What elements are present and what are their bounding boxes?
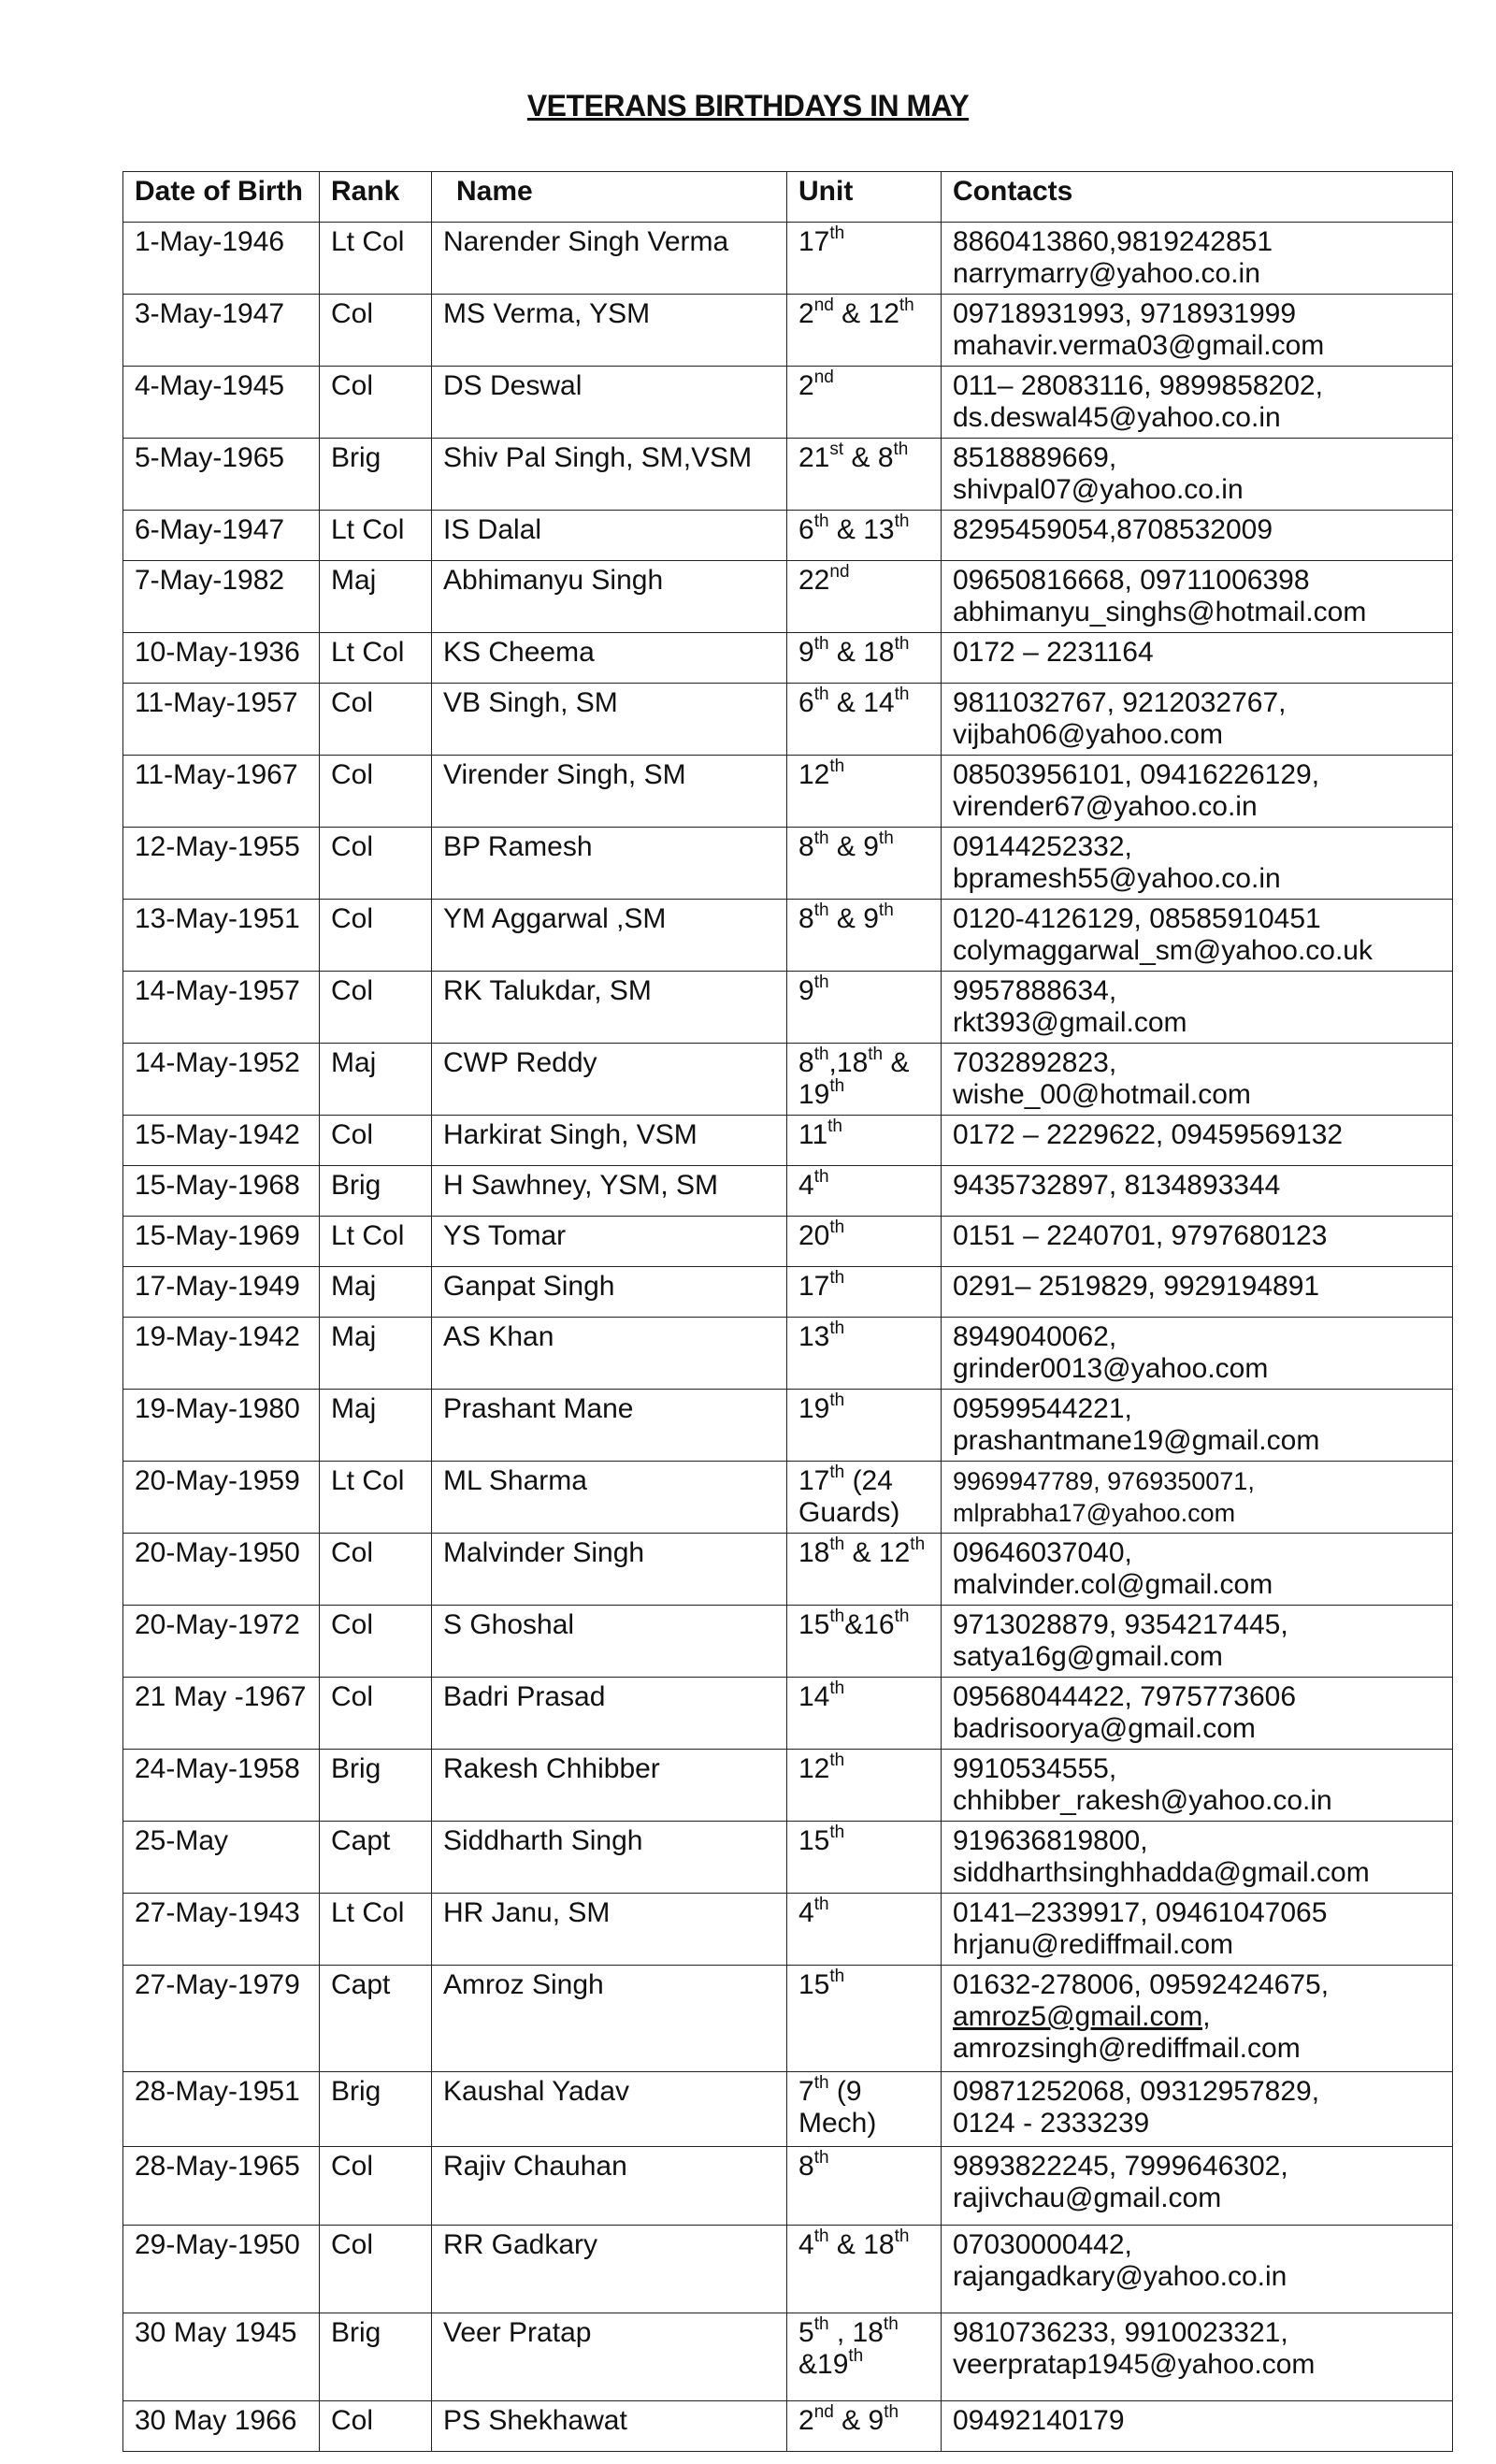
- contact-line: siddharthsinghhadda@gmail.com: [953, 1857, 1370, 1888]
- cell-date-of-birth: 27-May-1943: [123, 1894, 320, 1966]
- cell-contacts: [942, 1166, 1453, 1217]
- header-unit: Unit: [787, 172, 942, 223]
- cell-rank: Col: [320, 2147, 432, 2226]
- cell-name: VB Singh, SM: [432, 684, 787, 756]
- contact-line: 8518889669,: [953, 442, 1117, 473]
- table-row: [123, 1116, 1453, 1166]
- contact-line: 08503956101, 09416226129,: [953, 759, 1320, 790]
- cell-date-of-birth: 24-May-1958: [123, 1750, 320, 1822]
- cell-contacts: [942, 1318, 1453, 1390]
- cell-rank: Col: [320, 972, 432, 1044]
- contact-line: rkt393@gmail.com: [953, 1007, 1187, 1038]
- cell-contacts: [942, 439, 1453, 511]
- table-row: [123, 756, 1453, 828]
- cell-unit: 14th: [787, 1678, 942, 1750]
- contact-line: 9969947789, 9769350071,: [953, 1467, 1255, 1495]
- cell-name: ML Sharma: [432, 1462, 787, 1534]
- table-row: [123, 828, 1453, 900]
- contact-line: shivpal07@yahoo.co.in: [953, 474, 1244, 505]
- cell-rank: Brig: [320, 439, 432, 511]
- table-row: [123, 295, 1453, 367]
- cell-date-of-birth: 28-May-1965: [123, 2147, 320, 2226]
- cell-rank: Col: [320, 367, 432, 439]
- cell-contacts: [942, 1390, 1453, 1462]
- contact-line: 8949040062,: [953, 1321, 1117, 1352]
- cell-name: Virender Singh, SM: [432, 756, 787, 828]
- contact-line: 9435732897, 8134893344: [953, 1170, 1281, 1201]
- cell-name: HR Janu, SM: [432, 1894, 787, 1966]
- cell-contacts: [942, 900, 1453, 972]
- cell-name: Rakesh Chhibber: [432, 1750, 787, 1822]
- contact-line: 7032892823,: [953, 1047, 1117, 1078]
- contact-line: 09492140179: [953, 2405, 1125, 2436]
- contact-line: badrisoorya@gmail.com: [953, 1713, 1256, 1744]
- cell-name: AS Khan: [432, 1318, 787, 1390]
- table-row: [123, 2072, 1453, 2147]
- cell-rank: Maj: [320, 1267, 432, 1318]
- cell-contacts: [942, 2401, 1453, 2452]
- table-row: [123, 367, 1453, 439]
- cell-rank: Col: [320, 684, 432, 756]
- cell-unit: 18th & 12th: [787, 1534, 942, 1606]
- cell-date-of-birth: 15-May-1968: [123, 1166, 320, 1217]
- table-row: [123, 439, 1453, 511]
- cell-rank: Lt Col: [320, 1462, 432, 1534]
- table-row: [123, 1750, 1453, 1822]
- cell-contacts: [942, 1606, 1453, 1678]
- cell-rank: Maj: [320, 1390, 432, 1462]
- cell-contacts: [942, 367, 1453, 439]
- cell-name: Narender Singh Verma: [432, 223, 787, 295]
- cell-name: RR Gadkary: [432, 2226, 787, 2313]
- contact-line: abhimanyu_singhs@hotmail.com: [953, 597, 1367, 627]
- cell-rank: Lt Col: [320, 223, 432, 295]
- cell-date-of-birth: 11-May-1967: [123, 756, 320, 828]
- contact-line: hrjanu@rediffmail.com: [953, 1929, 1234, 1960]
- contact-line: chhibber_rakesh@yahoo.co.in: [953, 1785, 1332, 1816]
- contact-line: 0120-4126129, 08585910451: [953, 903, 1321, 934]
- document-title: VETERANS BIRTHDAYS IN MAY: [526, 89, 970, 122]
- cell-unit: 15th: [787, 1966, 942, 2072]
- cell-unit: 15th: [787, 1822, 942, 1894]
- contact-line: veerpratap1945@yahoo.com: [953, 2349, 1316, 2380]
- cell-contacts: [942, 972, 1453, 1044]
- cell-contacts: [942, 1678, 1453, 1750]
- cell-date-of-birth: 17-May-1949: [123, 1267, 320, 1318]
- cell-name: Shiv Pal Singh, SM,VSM: [432, 439, 787, 511]
- table-row: [123, 2226, 1453, 2313]
- table-row: [123, 2401, 1453, 2452]
- cell-date-of-birth: 20-May-1950: [123, 1534, 320, 1606]
- cell-rank: Col: [320, 1606, 432, 1678]
- cell-rank: Lt Col: [320, 1217, 432, 1267]
- cell-unit: 8th: [787, 2147, 942, 2226]
- cell-contacts: [942, 561, 1453, 633]
- contact-line: 8860413860,9819242851: [953, 226, 1273, 257]
- contact-line: amrozsingh@rediffmail.com: [953, 2033, 1301, 2064]
- cell-rank: Brig: [320, 2072, 432, 2147]
- cell-name: Ganpat Singh: [432, 1267, 787, 1318]
- table-row: [123, 1822, 1453, 1894]
- contact-line: mlprabha17@yahoo.com: [953, 1499, 1236, 1527]
- cell-contacts: [942, 1462, 1453, 1534]
- table-row: [123, 1044, 1453, 1116]
- contact-line: 09568044422, 7975773606: [953, 1681, 1297, 1712]
- cell-name: Prashant Mane: [432, 1390, 787, 1462]
- contact-line: 0141–2339917, 09461047065: [953, 1897, 1328, 1928]
- cell-unit: 9th & 18th: [787, 633, 942, 684]
- cell-unit: 15th&16th: [787, 1606, 942, 1678]
- cell-unit: 17th (24 Guards): [787, 1462, 942, 1534]
- contact-line: 0172 – 2229622, 09459569132: [953, 1119, 1344, 1150]
- cell-rank: Lt Col: [320, 1894, 432, 1966]
- table-row: [123, 2313, 1453, 2401]
- cell-unit: 2nd & 9th: [787, 2401, 942, 2452]
- contact-line: 09646037040,: [953, 1537, 1132, 1568]
- cell-name: Malvinder Singh: [432, 1534, 787, 1606]
- table-row: [123, 1166, 1453, 1217]
- contact-line: rajivchau@gmail.com: [953, 2183, 1222, 2213]
- cell-unit: 8th & 9th: [787, 828, 942, 900]
- cell-unit: 17th: [787, 1267, 942, 1318]
- cell-unit: 8th & 9th: [787, 900, 942, 972]
- cell-date-of-birth: 25-May: [123, 1822, 320, 1894]
- cell-unit: 12th: [787, 756, 942, 828]
- cell-name: Harkirat Singh, VSM: [432, 1116, 787, 1166]
- cell-unit: 19th: [787, 1390, 942, 1462]
- contact-line: colymaggarwal_sm@yahoo.co.uk: [953, 935, 1373, 966]
- contact-line: rajangadkary@yahoo.co.in: [953, 2261, 1287, 2292]
- table-row: [123, 1318, 1453, 1390]
- header-contacts: Contacts: [942, 172, 1453, 223]
- contact-line: virender67@yahoo.co.in: [953, 791, 1258, 822]
- cell-contacts: [942, 633, 1453, 684]
- contact-line: satya16g@gmail.com: [953, 1641, 1223, 1672]
- cell-name: DS Deswal: [432, 367, 787, 439]
- cell-unit: 4th & 18th: [787, 2226, 942, 2313]
- cell-date-of-birth: 3-May-1947: [123, 295, 320, 367]
- contact-line: wishe_00@hotmail.com: [953, 1079, 1251, 1110]
- cell-unit: 7th (9 Mech): [787, 2072, 942, 2147]
- cell-unit: 20th: [787, 1217, 942, 1267]
- cell-contacts: [942, 2072, 1453, 2147]
- contact-line: ds.deswal45@yahoo.co.in: [953, 402, 1281, 433]
- cell-contacts: [942, 2226, 1453, 2313]
- cell-unit: 17th: [787, 223, 942, 295]
- cell-unit: 4th: [787, 1166, 942, 1217]
- contact-line: 9957888634,: [953, 975, 1117, 1006]
- cell-unit: 6th & 13th: [787, 511, 942, 561]
- cell-date-of-birth: 13-May-1951: [123, 900, 320, 972]
- cell-name: Siddharth Singh: [432, 1822, 787, 1894]
- cell-rank: Col: [320, 1678, 432, 1750]
- table-header-row: [123, 172, 1453, 223]
- cell-rank: Col: [320, 1534, 432, 1606]
- cell-date-of-birth: 6-May-1947: [123, 511, 320, 561]
- table-row: [123, 1966, 1453, 2072]
- cell-name: Rajiv Chauhan: [432, 2147, 787, 2226]
- cell-date-of-birth: 20-May-1959: [123, 1462, 320, 1534]
- cell-date-of-birth: 1-May-1946: [123, 223, 320, 295]
- cell-rank: Brig: [320, 1166, 432, 1217]
- cell-contacts: [942, 756, 1453, 828]
- cell-contacts: [942, 223, 1453, 295]
- cell-rank: Capt: [320, 1966, 432, 2072]
- cell-unit: 21st & 8th: [787, 439, 942, 511]
- cell-name: YS Tomar: [432, 1217, 787, 1267]
- cell-contacts: [942, 1534, 1453, 1606]
- header-name: Name: [432, 172, 787, 223]
- cell-unit: 22nd: [787, 561, 942, 633]
- cell-name: KS Cheema: [432, 633, 787, 684]
- contact-line: vijbah06@yahoo.com: [953, 719, 1223, 750]
- cell-rank: Lt Col: [320, 511, 432, 561]
- cell-rank: Col: [320, 828, 432, 900]
- cell-date-of-birth: 27-May-1979: [123, 1966, 320, 2072]
- table-row: [123, 1390, 1453, 1462]
- cell-date-of-birth: 7-May-1982: [123, 561, 320, 633]
- contact-line: grinder0013@yahoo.com: [953, 1353, 1269, 1384]
- cell-name: Kaushal Yadav: [432, 2072, 787, 2147]
- cell-contacts: [942, 828, 1453, 900]
- cell-unit: 12th: [787, 1750, 942, 1822]
- cell-name: YM Aggarwal ,SM: [432, 900, 787, 972]
- contact-line: 011– 28083116, 9899858202,: [953, 370, 1323, 401]
- contact-line: 0291– 2519829, 9929194891: [953, 1271, 1320, 1302]
- table-row: [123, 2147, 1453, 2226]
- cell-unit: 13th: [787, 1318, 942, 1390]
- cell-date-of-birth: 20-May-1972: [123, 1606, 320, 1678]
- cell-name: RK Talukdar, SM: [432, 972, 787, 1044]
- contact-line: 9811032767, 9212032767,: [953, 687, 1287, 718]
- cell-contacts: [942, 684, 1453, 756]
- cell-name: IS Dalal: [432, 511, 787, 561]
- cell-unit: 4th: [787, 1894, 942, 1966]
- contact-line: 09144252332,: [953, 831, 1132, 862]
- contact-line: amroz5@gmail.com,: [953, 2001, 1211, 2032]
- cell-date-of-birth: 15-May-1969: [123, 1217, 320, 1267]
- cell-rank: Col: [320, 900, 432, 972]
- table-row: [123, 1678, 1453, 1750]
- cell-rank: Brig: [320, 1750, 432, 1822]
- cell-date-of-birth: 30 May 1966: [123, 2401, 320, 2452]
- contact-line: 9910534555,: [953, 1753, 1117, 1784]
- cell-date-of-birth: 10-May-1936: [123, 633, 320, 684]
- cell-contacts: [942, 1116, 1453, 1166]
- cell-date-of-birth: 28-May-1951: [123, 2072, 320, 2147]
- table-row: [123, 900, 1453, 972]
- cell-rank: Brig: [320, 2313, 432, 2401]
- cell-name: PS Shekhawat: [432, 2401, 787, 2452]
- contact-line: 09718931993, 9718931999: [953, 298, 1297, 329]
- cell-contacts: [942, 2147, 1453, 2226]
- cell-name: Badri Prasad: [432, 1678, 787, 1750]
- cell-contacts: [942, 1217, 1453, 1267]
- cell-date-of-birth: 21 May -1967: [123, 1678, 320, 1750]
- cell-contacts: [942, 1044, 1453, 1116]
- contact-line: 07030000442,: [953, 2229, 1132, 2260]
- cell-contacts: [942, 1822, 1453, 1894]
- cell-contacts: [942, 295, 1453, 367]
- cell-date-of-birth: 5-May-1965: [123, 439, 320, 511]
- cell-date-of-birth: 4-May-1945: [123, 367, 320, 439]
- cell-date-of-birth: 12-May-1955: [123, 828, 320, 900]
- contact-line: 0124 - 2333239: [953, 2108, 1150, 2139]
- cell-name: Amroz Singh: [432, 1966, 787, 2072]
- table-row: [123, 223, 1453, 295]
- table-row: [123, 1894, 1453, 1966]
- contact-line: bpramesh55@yahoo.co.in: [953, 863, 1281, 894]
- cell-name: Veer Pratap: [432, 2313, 787, 2401]
- cell-name: Abhimanyu Singh: [432, 561, 787, 633]
- cell-contacts: [942, 1966, 1453, 2072]
- cell-date-of-birth: 14-May-1952: [123, 1044, 320, 1116]
- cell-name: BP Ramesh: [432, 828, 787, 900]
- cell-rank: Col: [320, 2401, 432, 2452]
- contact-line: mahavir.verma03@gmail.com: [953, 330, 1325, 361]
- cell-contacts: [942, 1894, 1453, 1966]
- cell-rank: Capt: [320, 1822, 432, 1894]
- table-row: [123, 972, 1453, 1044]
- contact-line: 0172 – 2231164: [953, 637, 1154, 668]
- table-row: [123, 1534, 1453, 1606]
- cell-contacts: [942, 1267, 1453, 1318]
- contact-line: prashantmane19@gmail.com: [953, 1425, 1320, 1456]
- table-body: [123, 223, 1453, 2452]
- cell-date-of-birth: 14-May-1957: [123, 972, 320, 1044]
- cell-contacts: [942, 2313, 1453, 2401]
- cell-unit: 8th,18th & 19th: [787, 1044, 942, 1116]
- cell-contacts: [942, 511, 1453, 561]
- contact-line: 9713028879, 9354217445,: [953, 1609, 1288, 1640]
- header-date-of-birth: Date of Birth: [123, 172, 320, 223]
- cell-date-of-birth: 19-May-1942: [123, 1318, 320, 1390]
- cell-rank: Col: [320, 1116, 432, 1166]
- cell-rank: Col: [320, 295, 432, 367]
- contact-line: 01632-278006, 09592424675,: [953, 1969, 1330, 2000]
- veterans-birthday-table: [122, 171, 1453, 2452]
- table-row: [123, 1606, 1453, 1678]
- cell-unit: 2nd & 12th: [787, 295, 942, 367]
- cell-contacts: [942, 1750, 1453, 1822]
- contact-line: 9893822245, 7999646302,: [953, 2151, 1288, 2182]
- cell-date-of-birth: 29-May-1950: [123, 2226, 320, 2313]
- cell-name: CWP Reddy: [432, 1044, 787, 1116]
- cell-unit: 5th , 18th &19th: [787, 2313, 942, 2401]
- cell-unit: 6th & 14th: [787, 684, 942, 756]
- cell-rank: Maj: [320, 561, 432, 633]
- cell-date-of-birth: 11-May-1957: [123, 684, 320, 756]
- cell-date-of-birth: 19-May-1980: [123, 1390, 320, 1462]
- table-row: [123, 1267, 1453, 1318]
- contact-line: 919636819800,: [953, 1825, 1148, 1856]
- table-row: [123, 1462, 1453, 1534]
- cell-name: MS Verma, YSM: [432, 295, 787, 367]
- cell-rank: Maj: [320, 1044, 432, 1116]
- contact-line: 09871252068, 09312957829,: [953, 2076, 1320, 2107]
- header-rank: Rank: [320, 172, 432, 223]
- cell-rank: Maj: [320, 1318, 432, 1390]
- cell-unit: 9th: [787, 972, 942, 1044]
- cell-unit: 2nd: [787, 367, 942, 439]
- contact-line: 9810736233, 9910023321,: [953, 2317, 1288, 2348]
- contact-line: 0151 – 2240701, 9797680123: [953, 1220, 1328, 1251]
- table-row: [123, 684, 1453, 756]
- table-row: [123, 1217, 1453, 1267]
- contact-line: narrymarry@yahoo.co.in: [953, 258, 1260, 289]
- cell-name: H Sawhney, YSM, SM: [432, 1166, 787, 1217]
- contact-line: 09599544221,: [953, 1393, 1132, 1424]
- table-row: [123, 511, 1453, 561]
- cell-rank: Col: [320, 756, 432, 828]
- cell-unit: 11th: [787, 1116, 942, 1166]
- cell-rank: Col: [320, 2226, 432, 2313]
- cell-date-of-birth: 15-May-1942: [123, 1116, 320, 1166]
- cell-rank: Lt Col: [320, 633, 432, 684]
- contact-line: 8295459054,8708532009: [953, 514, 1273, 545]
- contact-line: 09650816668, 09711006398: [953, 565, 1310, 596]
- table-row: [123, 561, 1453, 633]
- cell-name: S Ghoshal: [432, 1606, 787, 1678]
- table-row: [123, 633, 1453, 684]
- cell-date-of-birth: 30 May 1945: [123, 2313, 320, 2401]
- contact-line: malvinder.col@gmail.com: [953, 1569, 1273, 1600]
